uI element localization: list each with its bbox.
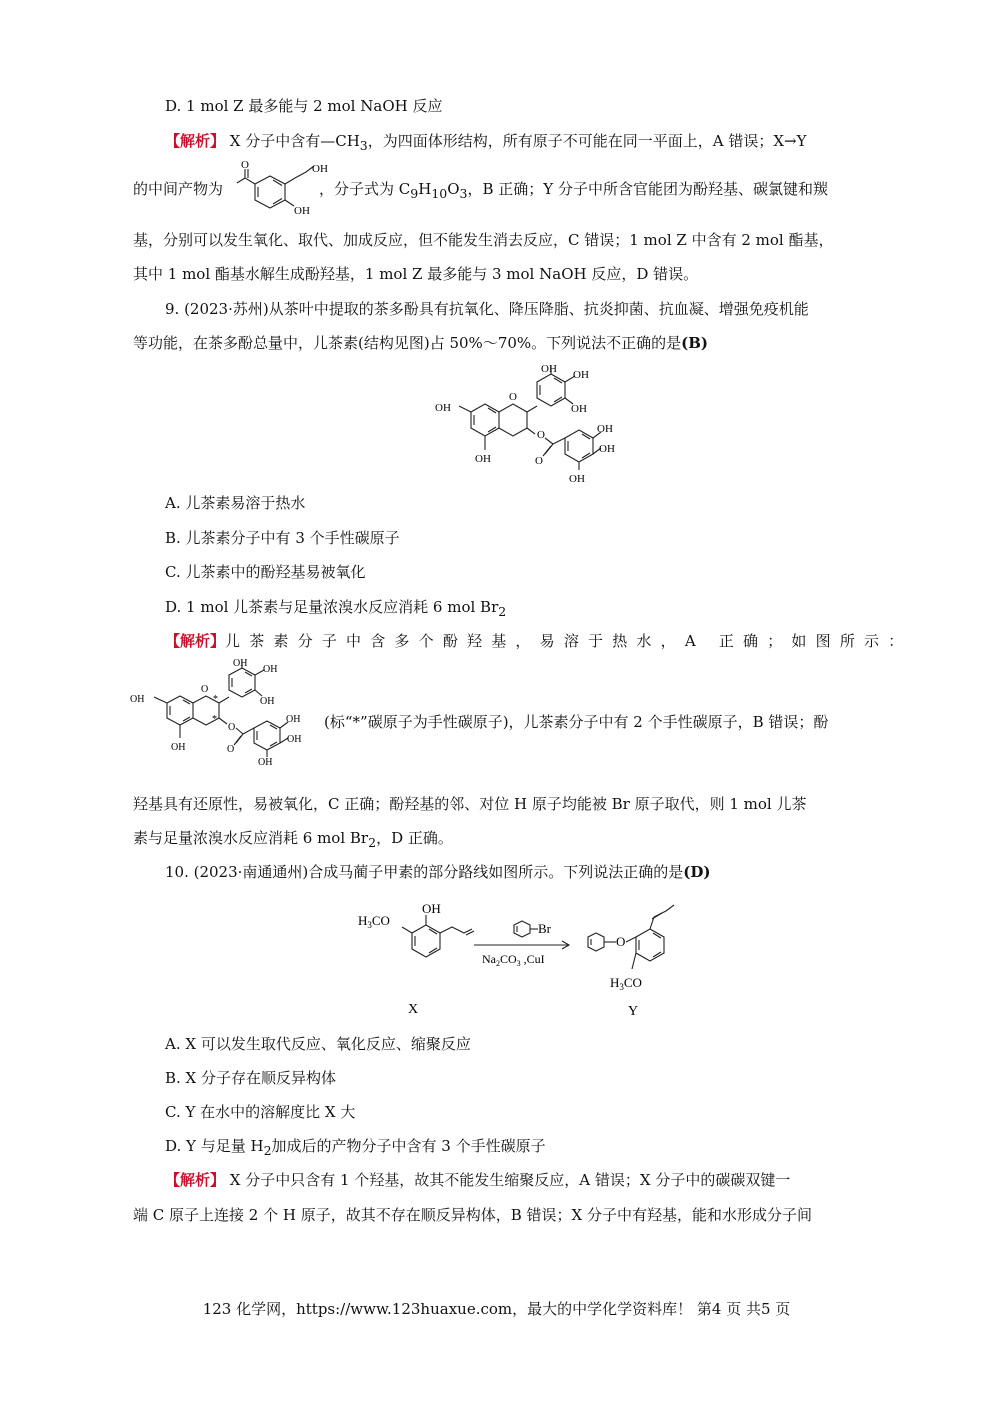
q9-option-b: B. 儿茶素分子中有 3 个手性碳原子 [165, 529, 400, 547]
oh-label: OH [312, 163, 328, 175]
q8-analysis-line-2: 的中间产物为 ，分子式为 $C_9H_{10}O_3$，B 正确；Y 分子中所含官能团为酚羟基、碳氯键和羰 [133, 180, 828, 201]
oh-label: OH [263, 664, 278, 675]
q10-option-b: B. X 分子存在顺反异构体 [165, 1069, 337, 1087]
reagent-conditions: $Na_2CO_3$ ,CuI [482, 952, 545, 968]
q9-analysis-line-4: 素与足量浓溴水反应消耗 6 mol $Br_2$，D 正确。 [133, 829, 453, 850]
ester-o-label: O [537, 429, 545, 441]
q8-option-d: D. 1 mol Z 最多能与 2 mol NaOH 反应 [165, 97, 443, 115]
oh-label: OH [573, 369, 589, 381]
q9-catechin-structure [433, 362, 643, 486]
q10-option-d: D. Y 与足量 $H_2$加成后的产物分子中含有 3 个手性碳原子 [165, 1137, 546, 1158]
q9-option-c: C. 儿茶素中的酚羟基易被氧化 [165, 563, 366, 581]
q10-analysis-line-1: 【解析】 X 分子中只含有 1 个羟基，故其不能发生缩聚反应，A 错误；X 分子中的碳碳双键一 [165, 1171, 791, 1189]
q8-analysis-line-4: 其中 1 mol 酯基水解生成酚羟基，1 mol Z 最多能与 3 mol NaOH 反应，D 错误。 [133, 265, 699, 283]
ester-o-label: O [228, 722, 236, 733]
q10-reaction-scheme [356, 895, 716, 1025]
oh-label: OH [435, 402, 451, 414]
q10-answer: (D) [683, 863, 711, 881]
oh-label: OH [541, 363, 557, 375]
x-h3co-label: $H_3CO$ [358, 913, 390, 930]
q10-stem: 10. (2023·南通通州)合成马蔺子甲素的部分路线如图所示。下列说法正确的是(D) [165, 863, 711, 881]
q9-stem-line-2: 等功能，在茶多酚总量中，儿茶素(结构见图)占 50%～70%。下列说法不正确的是(B) [133, 334, 709, 352]
oh-label: OH [569, 473, 585, 485]
q10-option-a: A. X 可以发生取代反应、氧化反应、缩聚反应 [165, 1035, 471, 1053]
reagent-br-label: Br [538, 921, 551, 936]
oh-label: OH [599, 443, 615, 455]
oh-label: OH [258, 757, 273, 768]
q9-option-d: D. 1 mol 儿茶素与足量浓溴水反应消耗 6 mol $Br_2$ [165, 598, 507, 619]
oh-label: OH [171, 742, 186, 753]
oh-label: OH [571, 403, 587, 415]
chiral-star-mark: * [213, 694, 218, 705]
q9-option-a: A. 儿茶素易溶于热水 [165, 494, 306, 512]
oh-label: OH [130, 694, 145, 705]
q9-answer: (B) [681, 334, 709, 352]
q9-stem-line-1: 9. (2023·苏州)从茶叶中提取的茶多酚具有抗氧化、降压降脂、抗炎抑菌、抗血凝、增强免疫机能 [165, 300, 809, 318]
q9-catechin-chiral-structure [130, 658, 330, 766]
carbonyl-o-label: O [535, 455, 543, 467]
oh-label: OH [294, 205, 310, 217]
q8-analysis-line-1: 【解析】 X 分子中含有$—CH_3$，为四面体形结构，所有原子不可能在同一平面上，A 错误；X→Y [165, 132, 807, 153]
analysis-tag: 【解析】 [165, 132, 226, 150]
page-footer: 123 化学网，https://www.123huaxue.com，最大的中学化学资料库！ 第4 页 共5 页 [202, 1300, 791, 1318]
q8-analysis-line-3: 基，分别可以发生氧化、取代、加成反应，但不能发生消去反应，C 错误；1 mol Z 中含有 2 mol 酯基， [133, 231, 834, 249]
x-oh-label: OH [422, 901, 441, 916]
q9-analysis-line-1: 【解析】 儿茶素分子中含多个酚羟基，易溶于热水，A 正确；如图所示： [165, 632, 913, 650]
q10-analysis-line-2: 端 C 原子上连接 2 个 H 原子，故其不存在顺反异构体，B 错误；X 分子中有羟基，能和水形成分子间 [133, 1206, 812, 1224]
q10-option-c: C. Y 在水中的溶解度比 X 大 [165, 1103, 356, 1121]
oh-label: OH [286, 714, 301, 725]
carbonyl-o-label: O [241, 159, 249, 171]
q9-analysis-line-3: 羟基具有还原性，易被氧化，C 正确；酚羟基的邻、对位 H 原子均能被 Br 原子取代，则 1 mol 儿茶 [133, 795, 807, 813]
ring-o-label: O [201, 684, 209, 695]
oh-label: OH [260, 696, 275, 707]
reaction-arrow: → [784, 132, 797, 150]
oh-label: OH [475, 453, 491, 465]
oh-label: OH [287, 734, 302, 745]
chiral-star-mark: * [212, 714, 217, 725]
analysis-tag: 【解析】 [165, 1171, 226, 1189]
ring-o-label: O [509, 391, 517, 403]
compound-x-label: X [408, 1002, 419, 1017]
analysis-tag: 【解析】 [165, 632, 226, 650]
q9-analysis-line-2: (标“*”碳原子为手性碳原子)，儿茶素分子中有 2 个手性碳原子，B 错误；酚 [324, 713, 829, 731]
oh-label: OH [597, 423, 613, 435]
y-ether-o-label: O [616, 934, 626, 949]
oh-label: OH [233, 658, 248, 669]
carbonyl-o-label: O [227, 744, 235, 755]
compound-y-label: Y [628, 1004, 639, 1019]
y-h3co-label: $H_3CO$ [610, 975, 642, 992]
